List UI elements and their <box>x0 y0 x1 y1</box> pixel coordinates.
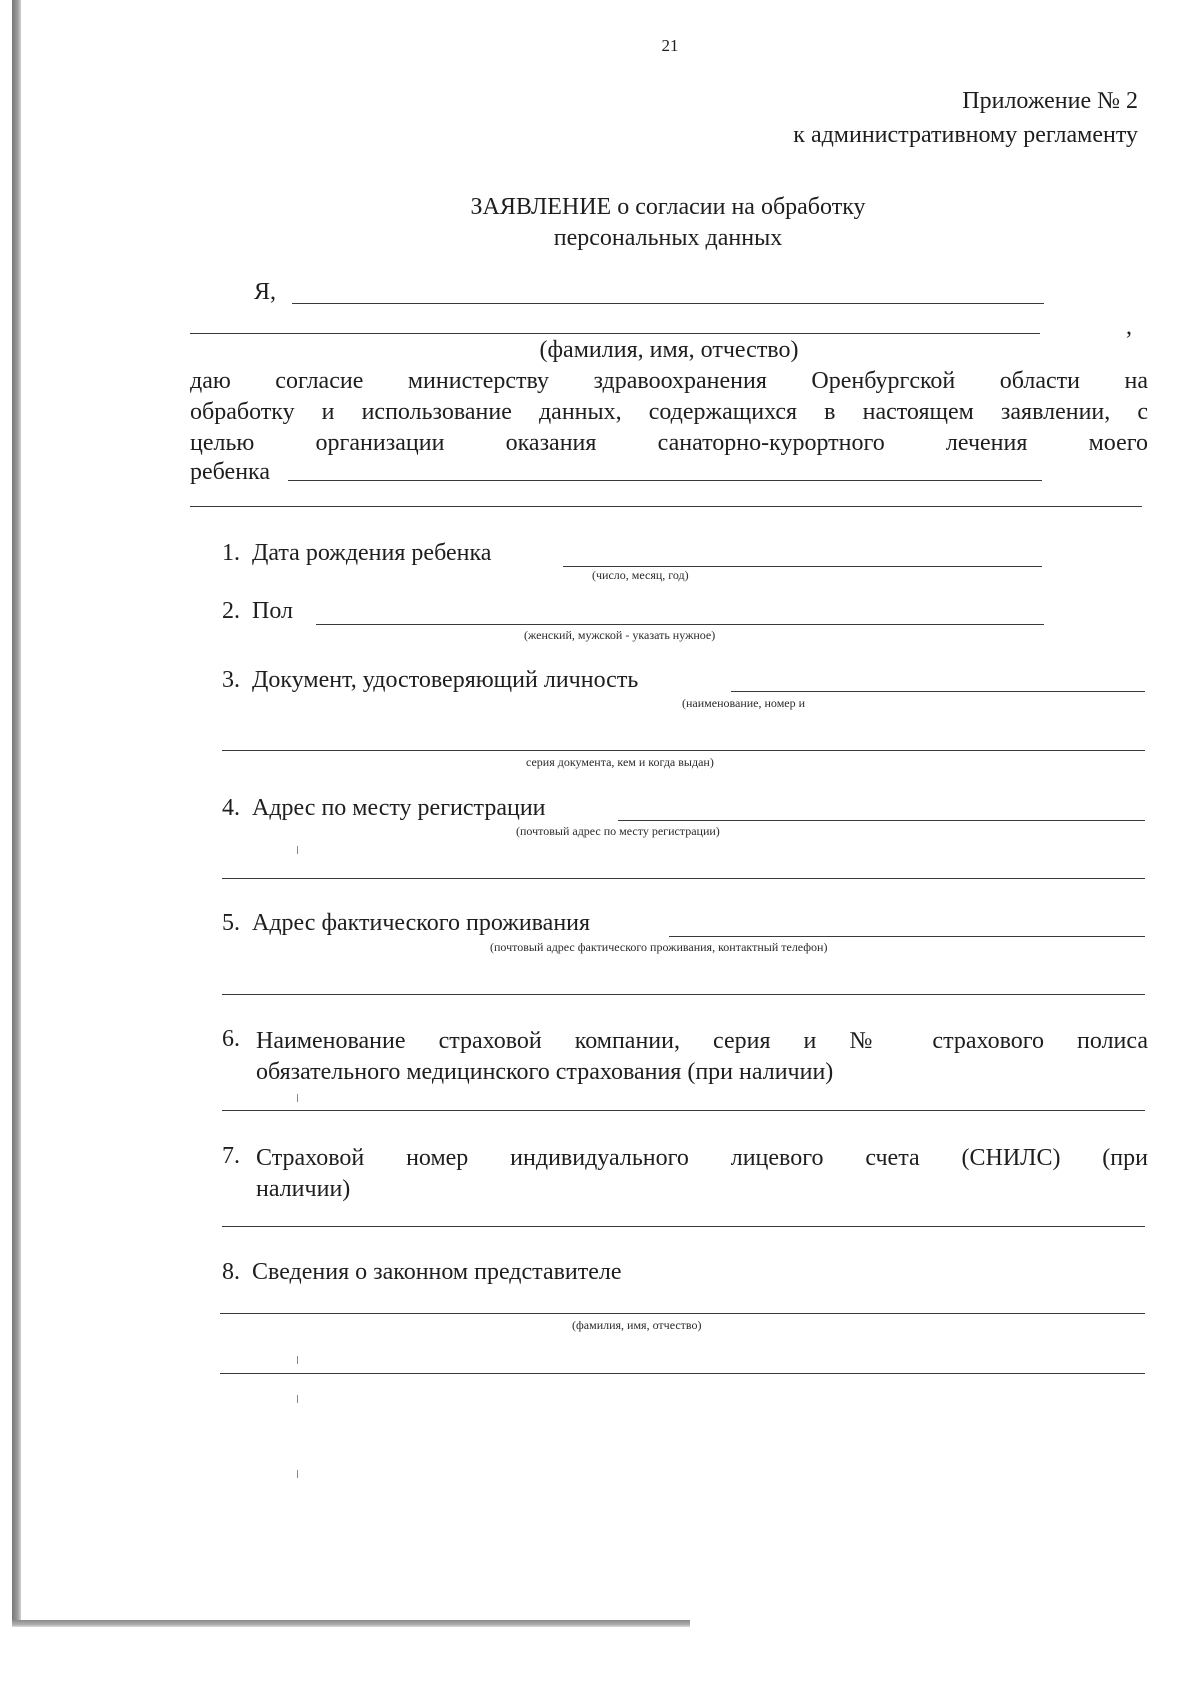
title-line-1: ЗАЯВЛЕНИЕ о согласии на обработку <box>470 194 866 220</box>
item-7-number: 7. <box>222 1143 240 1169</box>
scan-mark <box>297 1395 298 1403</box>
item-5-number: 5. <box>222 910 240 936</box>
actual-address-hint: (почтовый адрес фактического проживания, контактный телефон) <box>490 940 828 954</box>
fio-comma: , <box>1126 314 1132 340</box>
fio-hint: (фамилия, имя, отчество) <box>539 337 799 363</box>
document-hint-1: (наименование, номер и <box>682 696 806 710</box>
title-line-2: персональных данных <box>553 225 783 251</box>
scan-mark <box>297 1094 298 1102</box>
snils-field-line[interactable] <box>222 1226 1145 1227</box>
item-7-line-2: наличии) <box>256 1176 351 1202</box>
annex-reference: к административному регламенту <box>793 122 1138 148</box>
item-4-label: Адрес по месту регистрации <box>252 795 546 821</box>
item-7-text <box>256 1143 1148 1205</box>
child-field-line-1[interactable] <box>288 480 1042 481</box>
fio-field-line-2[interactable] <box>190 333 1040 334</box>
scan-mark <box>297 1356 298 1364</box>
child-label: ребенка <box>190 459 270 485</box>
representative-hint: (фамилия, имя, отчество) <box>572 1318 702 1332</box>
actual-address-field-line-1[interactable] <box>669 936 1145 937</box>
document-field-line-1[interactable] <box>731 691 1145 692</box>
consent-line-2: обработку и использование данных, содержащихся в настоящем заявлении, с <box>190 399 1148 425</box>
page-number: 21 <box>661 36 679 55</box>
item-3-label: Документ, удостоверяющий личность <box>252 667 639 693</box>
representative-field-line-2[interactable] <box>220 1373 1145 1374</box>
reg-address-field-line-2[interactable] <box>222 878 1145 879</box>
reg-address-hint: (почтовый адрес по месту регистрации) <box>516 824 720 838</box>
item-6-line-1: Наименование страховой компании, серия и № страхового полиса <box>256 1028 1148 1054</box>
consent-line-3: целью организации оказания санаторно-курортного лечения моего <box>190 430 1148 456</box>
document-title <box>190 192 1146 254</box>
item-4-number: 4. <box>222 795 240 821</box>
item-8-number: 8. <box>222 1259 240 1285</box>
item-8 <box>222 1259 622 1286</box>
annex-number: Приложение № 2 <box>962 88 1138 114</box>
item-7-line-1: Страховой номер индивидуального лицевого счета (СНИЛС) (при <box>256 1145 1148 1171</box>
sex-hint: (женский, мужской - указать нужное) <box>524 628 716 642</box>
item-2 <box>222 598 293 625</box>
child-field-line-2[interactable] <box>190 506 1142 507</box>
birth-date-field[interactable] <box>563 566 1042 567</box>
item-1 <box>222 540 491 567</box>
item-2-number: 2. <box>222 598 240 624</box>
actual-address-field-line-2[interactable] <box>222 994 1145 995</box>
item-1-number: 1. <box>222 540 240 566</box>
reg-address-field-line-1[interactable] <box>618 820 1145 821</box>
item-1-label: Дата рождения ребенка <box>252 540 492 566</box>
item-4 <box>222 795 546 822</box>
annex-block <box>793 84 1138 152</box>
consent-line-1: даю согласие министерству здравоохранения Оренбургской области на <box>190 368 1148 394</box>
sex-field[interactable] <box>316 624 1044 625</box>
item-3 <box>222 667 638 694</box>
scan-mark <box>297 1470 298 1478</box>
consent-paragraph <box>190 366 1148 459</box>
item-6-text <box>256 1026 1148 1088</box>
insurance-field-line[interactable] <box>222 1110 1145 1111</box>
birth-date-hint: (число, месяц, год) <box>592 568 689 582</box>
document-field-line-2[interactable] <box>222 750 1145 751</box>
document-hint-2: серия документа, кем и когда выдан) <box>526 755 714 769</box>
item-3-number: 3. <box>222 667 240 693</box>
ya-label: Я, <box>254 279 277 305</box>
representative-field-line-1[interactable] <box>220 1313 1145 1314</box>
item-5-label: Адрес фактического проживания <box>252 910 591 936</box>
scan-bottom-edge <box>12 1620 690 1627</box>
item-8-label: Сведения о законном представителе <box>252 1259 622 1285</box>
item-5 <box>222 910 590 937</box>
item-2-label: Пол <box>252 598 293 624</box>
scan-mark <box>297 846 298 854</box>
item-6-line-2: обязательного медицинского страхования (при наличии) <box>256 1059 834 1085</box>
fio-field-line-1[interactable] <box>292 303 1044 304</box>
scan-left-edge <box>12 0 21 1622</box>
item-6-number: 6. <box>222 1026 240 1052</box>
